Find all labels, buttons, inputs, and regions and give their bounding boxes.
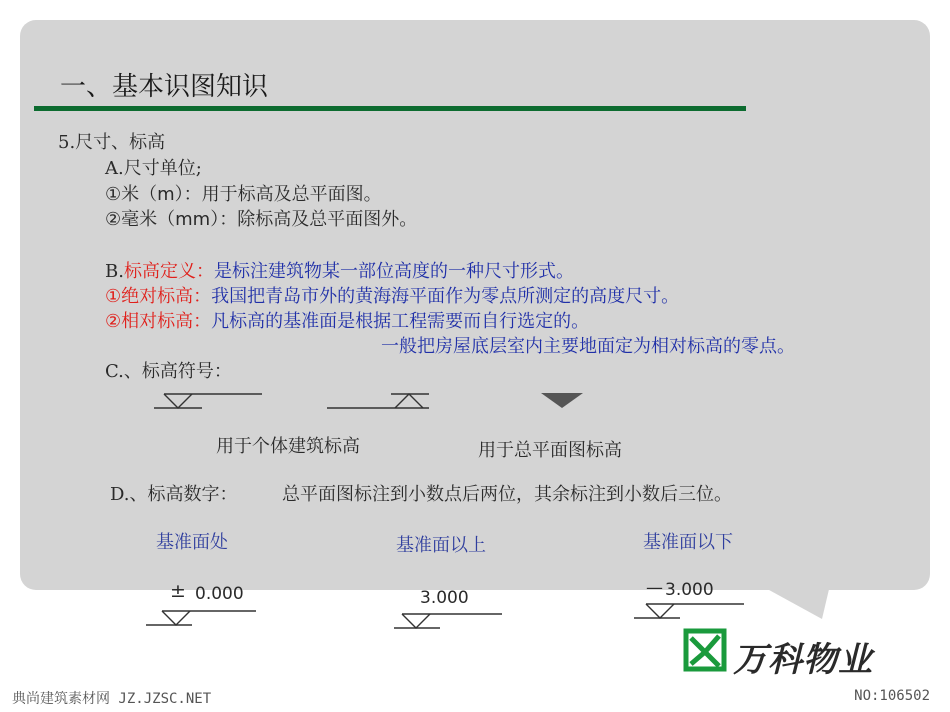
elevation-definition-text: 是标注建筑物某一部位高度的一种尺寸形式。 <box>213 261 574 282</box>
absolute-elevation-term: ①绝对标高： <box>105 286 212 307</box>
building-elevation-symbol-2 <box>325 388 435 412</box>
example-label-datum: 基准面处 <box>156 532 228 553</box>
example-above-symbol <box>392 608 512 634</box>
example-below-symbol <box>632 598 752 624</box>
example-below-value: 3.000 <box>665 580 714 600</box>
slide-title: 一、基本识图知识 <box>60 72 269 102</box>
relative-elevation-text: 凡标高的基准面是根据工程需要而自行选定的。 <box>211 311 590 332</box>
brand-name: 万科物业 <box>733 640 873 680</box>
footer-watermark-left: 典尚建筑素材网 JZ.JZSC.NET <box>12 691 212 707</box>
elevation-digits-text: 总平面图标注到小数点后两位，其余标注到小数后三位。 <box>282 484 732 505</box>
example-above-value: 3.000 <box>420 588 469 608</box>
section-5-heading: 5.尺寸、标高 <box>58 132 166 153</box>
building-elevation-symbol-1 <box>150 388 270 412</box>
title-underline <box>34 106 746 111</box>
example-below-sign: — <box>646 578 663 598</box>
caption-site-plan-elevation: 用于总平面图标高 <box>478 440 622 461</box>
section-d-heading: D.、标高数字： <box>110 484 238 505</box>
unit-mm-line: ②毫米（mm）：除标高及总平面图外。 <box>105 209 418 230</box>
section-a-heading: A.尺寸单位; <box>105 158 202 179</box>
example-label-above: 基准面以上 <box>396 535 486 556</box>
absolute-elevation-line <box>105 282 679 308</box>
footer-watermark-right: NO:106502 <box>854 688 930 704</box>
absolute-elevation-text: 我国把青岛市外的黄海海平面作为零点所测定的高度尺寸。 <box>211 286 680 307</box>
example-datum-sign: ± <box>170 580 186 602</box>
relative-elevation-line <box>105 307 589 333</box>
example-datum-value: 0.000 <box>195 584 244 604</box>
relative-elevation-term: ②相对标高： <box>105 311 212 332</box>
example-datum-symbol <box>144 605 264 631</box>
elevation-definition-term: 标高定义： <box>123 261 214 282</box>
speech-bubble-tail <box>760 585 840 625</box>
elevation-definition-line <box>105 257 574 283</box>
section-c-heading: C.、标高符号： <box>105 361 232 382</box>
section-b-prefix: B. <box>105 261 124 282</box>
vanke-logo-icon <box>683 628 727 672</box>
relative-elevation-continuation: 一般把房屋底层室内主要地面定为相对标高的零点。 <box>381 336 795 357</box>
unit-meter-line: ①米（m）：用于标高及总平面图。 <box>105 184 382 205</box>
example-label-below: 基准面以下 <box>643 532 733 553</box>
caption-building-elevation: 用于个体建筑标高 <box>216 436 360 457</box>
site-plan-elevation-symbol <box>538 390 588 412</box>
